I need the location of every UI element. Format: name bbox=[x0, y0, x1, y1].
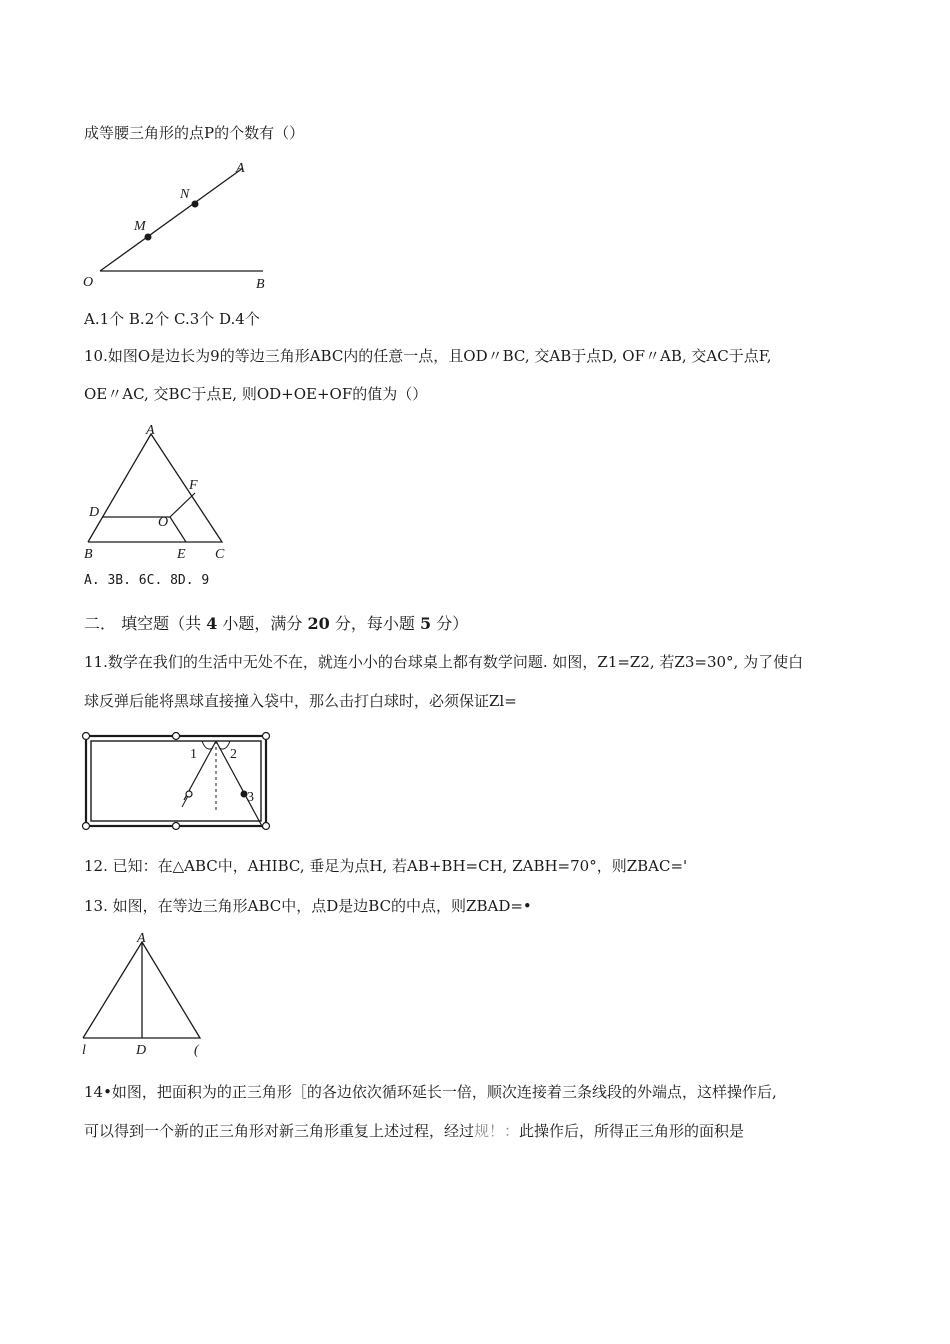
q14-line2-part1: 可以得到一个新的正三角形对新三角形重复上述过程，经过 bbox=[84, 1122, 475, 1140]
q11-stem-line2: 球反弹后能将黑球直接撞入袋中，那么击打白球时，必须保证Zl= bbox=[84, 692, 517, 710]
q10-options: A. 3B. 6C. 8D. 9 bbox=[84, 573, 210, 588]
label-f: F bbox=[189, 478, 198, 493]
q13-figure-triangle bbox=[80, 928, 205, 1058]
q13-stem: 13. 如图，在等边三角形ABC中，点D是边BC的中点，则ZBAD=• bbox=[84, 897, 532, 915]
segment-oe bbox=[170, 517, 186, 542]
label-a: A bbox=[146, 423, 155, 438]
label-o: O bbox=[83, 275, 94, 290]
q9-figure-angle bbox=[80, 158, 280, 293]
pocket bbox=[263, 823, 270, 830]
q10-stem-line1: 10.如图O是边长为9的等边三角形ABC内的任意一点，且OD〃BC, 交AB于点D, OF〃AB, 交AC于点F, bbox=[84, 347, 772, 365]
label-n: N bbox=[180, 187, 190, 202]
pocket bbox=[83, 823, 90, 830]
pocket bbox=[263, 733, 270, 740]
segment-of bbox=[170, 493, 195, 517]
label-c: ( bbox=[194, 1043, 199, 1058]
section-total-score: 20 bbox=[307, 614, 330, 633]
label-c: C bbox=[215, 547, 225, 562]
angle-label-3: 3 bbox=[247, 790, 254, 805]
q14-line2-part2: 此操作后，所得正三角形的面积是 bbox=[519, 1122, 745, 1140]
section-heading-fill-blank bbox=[84, 611, 468, 634]
q9-options: A.1个 B.2个 C.3个 D.4个 bbox=[84, 310, 260, 328]
label-b: l bbox=[82, 1043, 86, 1058]
point-m bbox=[145, 234, 152, 241]
label-b: B bbox=[256, 277, 265, 292]
reflected-path bbox=[216, 741, 263, 828]
label-b: B bbox=[84, 547, 93, 562]
q10-figure-triangle bbox=[80, 420, 240, 562]
ray-oa bbox=[100, 168, 243, 271]
q12-stem: 12. 已知：在△ABC中，AHΙBC, 垂足为点H, 若AB+BH=CH, ZABH=70°，则ZBAC=' bbox=[84, 857, 688, 875]
label-e: E bbox=[177, 547, 186, 562]
angle-arc-1 bbox=[202, 741, 213, 749]
point-n bbox=[192, 201, 199, 208]
section-mid2: 分，每小题 bbox=[334, 614, 415, 633]
label-m: M bbox=[134, 219, 146, 234]
section-prefix: 二． 填空题（共 bbox=[84, 614, 202, 633]
label-d: D bbox=[136, 1043, 147, 1058]
angle-label-1: 1 bbox=[190, 747, 197, 762]
q14-stem-line1: 14•如图，把面积为的正三角形［的各边依次循环延长一倍，顺次连接着三条线段的外端点，这样操作后, bbox=[84, 1083, 777, 1101]
triangle-abc bbox=[88, 434, 222, 542]
label-a: A bbox=[137, 931, 146, 946]
pocket bbox=[173, 733, 180, 740]
section-mid1: 小题，满分 bbox=[222, 614, 303, 633]
q11-figure-billiard-table bbox=[80, 728, 275, 836]
q14-line2-garbled: 规！： bbox=[474, 1122, 520, 1140]
section-count: 4 bbox=[206, 614, 218, 633]
white-ball bbox=[186, 791, 192, 797]
q14-stem-line2 bbox=[84, 1120, 744, 1141]
table-outer-border bbox=[86, 736, 266, 826]
q11-stem-line1: 11.数学在我们的生活中无处不在，就连小小的台球桌上都有数学问题. 如图，Z1=Z2, 若Z3=30°, 为了使白 bbox=[84, 653, 804, 671]
pocket bbox=[173, 823, 180, 830]
section-each-score: 5 bbox=[420, 614, 432, 633]
label-d: D bbox=[89, 505, 100, 520]
pocket bbox=[83, 733, 90, 740]
angle-arc-2 bbox=[219, 741, 230, 749]
label-a: A bbox=[236, 161, 245, 176]
section-suffix: 分） bbox=[436, 614, 469, 633]
angle-label-2: 2 bbox=[230, 747, 237, 762]
q10-stem-line2: OE〃AC, 交BC于点E, 则OD+OE+OF的值为（） bbox=[84, 385, 428, 403]
q9-stem-tail: 成等腰三角形的点P的个数有（） bbox=[84, 124, 305, 142]
label-o: O bbox=[158, 515, 169, 530]
